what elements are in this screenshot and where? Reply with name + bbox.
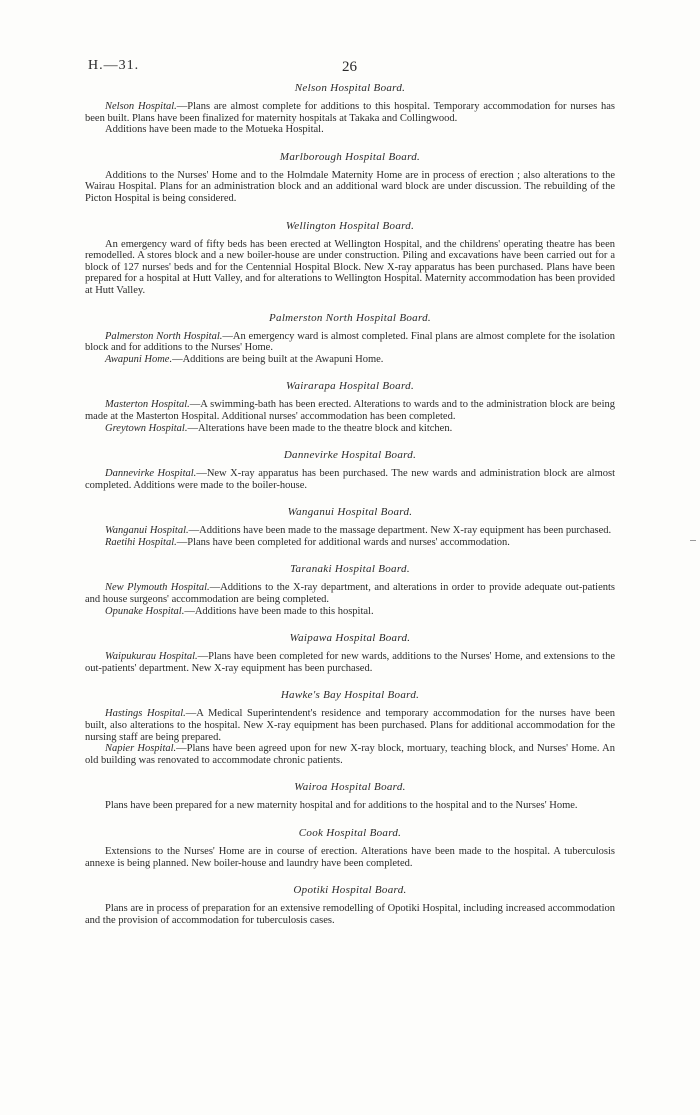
- board-heading: Marlborough Hospital Board.: [279, 150, 421, 163]
- board-section: [85, 632, 615, 674]
- hospital-name: Raetihi Hospital.: [105, 536, 177, 548]
- hospital-name: New Plymouth Hospital.: [105, 582, 210, 594]
- board-section: [85, 151, 615, 205]
- document-reference: H.—31.: [88, 58, 140, 73]
- paragraph: [85, 606, 615, 618]
- board-section: [85, 563, 615, 617]
- paragraph: [85, 525, 615, 537]
- paragraph-text: Extensions to the Nurses' Home are in course of erection. Alterations have been made to the hospital. A tuberculosis annexe is being planned. New boiler-house and laundry have been completed.: [85, 846, 615, 869]
- paragraph: [85, 708, 615, 743]
- paragraph: [85, 651, 615, 674]
- page-number: 26: [342, 59, 357, 75]
- hospital-name: Awapuni Home.: [105, 353, 173, 365]
- paragraph: [85, 846, 615, 869]
- board-section: [85, 449, 615, 491]
- board-heading: Taranaki Hospital Board.: [290, 563, 410, 576]
- board-heading: Hawke's Bay Hospital Board.: [280, 689, 420, 702]
- paragraph-text: —Plans have been agreed upon for new X-ray block, mortuary, teaching block, and Nurses' Home. An old building was renovated to accommodate chronic patients.: [85, 743, 615, 766]
- paragraph-text: —A Medical Superintendent's residence and temporary accommodation for the nurses have been built, also alterations to the hospital. New X-ray equipment has been purchased. Plans for additional accommodation for the nursing staff are being prepared.: [85, 708, 615, 743]
- paragraph-text: —Additions have been made to this hospital.: [184, 605, 374, 617]
- paragraph-text: —New X-ray apparatus has been purchased. The new wards and administration block are almost completed. Additions were made to the boiler-house.: [85, 468, 615, 491]
- board-section: [85, 827, 615, 869]
- paragraph-text: —A swimming-bath has been erected. Alterations to wards and to the administration block are being made at the Masterton Hospital. Additional nurses' accommodation has been completed.: [85, 399, 615, 422]
- board-heading: Palmerston North Hospital Board.: [269, 311, 431, 324]
- paragraph: [85, 399, 615, 422]
- paragraph: [85, 903, 615, 926]
- hospital-name: Dannevirke Hospital.: [105, 468, 197, 480]
- paragraph-text: —Alterations have been made to the theatre block and kitchen.: [187, 422, 453, 434]
- paragraph: [85, 423, 615, 435]
- board-heading: Dannevirke Hospital Board.: [283, 449, 417, 462]
- board-section: [85, 884, 615, 926]
- paragraph-text: —An emergency ward is almost completed. Final plans are almost complete for the isolation block and for additions to the Nurses' Home.: [85, 330, 615, 354]
- hospital-name: Wanganui Hospital.: [105, 525, 189, 537]
- hospital-name: Waipukurau Hospital.: [105, 651, 198, 663]
- paragraph: [85, 800, 615, 812]
- board-section: [85, 506, 615, 548]
- paragraph: [85, 354, 615, 366]
- hospital-name: Nelson Hospital.: [105, 101, 177, 112]
- hospital-name: Greytown Hospital.: [105, 422, 188, 434]
- paragraph-text: —Additions have been made to the massage department. New X-ray equipment has been purchased.: [188, 525, 612, 537]
- hospital-name: Napier Hospital.: [105, 743, 177, 755]
- paragraph-text: Additions to the Nurses' Home and to the Holmdale Maternity Home are in process of erection ; also alterations to the Wairau Hospital. Plans for an administration block and an additional ward block are under discussion. The rebuilding of the Picton Hospital is being considered.: [85, 169, 615, 204]
- paragraph-text: Plans are in process of preparation for an extensive remodelling of Opotiki Hospital, including increased accommodation and the provision of accommodation for tuberculosis cases.: [85, 903, 615, 926]
- paragraph: [85, 582, 615, 605]
- paragraph-text: Additions have been made to the Motueka Hospital.: [105, 124, 324, 136]
- paragraph: [85, 331, 615, 354]
- margin-mark: [690, 540, 696, 541]
- paragraph-text: Plans have been prepared for a new maternity hospital and for additions to the hospital and to the Nurses' Home.: [105, 800, 578, 812]
- board-heading: Cook Hospital Board.: [298, 827, 402, 839]
- board-heading: Wellington Hospital Board.: [285, 219, 415, 232]
- paragraph-text: —Plans have been completed for new wards, additions to the Nurses' Home, and extensions to the out-patients' department. New X-ray equipment has been purchased.: [85, 651, 615, 674]
- paragraph: [85, 101, 615, 124]
- paragraph: [85, 537, 615, 549]
- paragraph: [85, 124, 615, 136]
- paragraph-text: An emergency ward of fifty beds has been erected at Wellington Hospital, and the childrens' operating theatre has been remodelled. A stores block and a new boiler-house are under construction. Piling and excavations have been carried out for a block of 127 nurses' beds and for the Centennial Hospital Block. New X-ray apparatus has been purchased. Plans have been prepared for a hospital at Hutt Valley, and for alterations to Wellington Hospital. Maternity accommodation has been provided at Hutt Valley.: [85, 238, 615, 296]
- board-section: [85, 380, 615, 434]
- hospital-name: Palmerston North Hospital.: [105, 330, 223, 342]
- paragraph-text: —Plans have been completed for additional wards and nurses' accommodation.: [176, 536, 510, 548]
- board-heading: Opotiki Hospital Board.: [293, 884, 407, 897]
- paragraph-text: —Additions are being built at the Awapuni Home.: [172, 353, 384, 365]
- document-body: [85, 82, 615, 941]
- paragraph: [85, 743, 615, 766]
- board-section: [85, 312, 615, 366]
- hospital-name: Masterton Hospital.: [105, 399, 190, 411]
- board-heading: Wairoa Hospital Board.: [294, 781, 406, 794]
- board-heading: Wairarapa Hospital Board.: [285, 380, 414, 393]
- board-section: [85, 82, 615, 136]
- board-heading: Wanganui Hospital Board.: [287, 506, 413, 519]
- board-heading: Waipawa Hospital Board.: [289, 632, 411, 645]
- board-section: [85, 781, 615, 812]
- paragraph: [85, 468, 615, 491]
- paragraph-text: —Additions to the X-ray department, and alterations in order to provide adequate out-patients and house surgeons' accommodation are being completed.: [85, 582, 615, 606]
- hospital-name: Opunake Hospital.: [105, 605, 185, 617]
- paragraph: [85, 170, 615, 205]
- board-heading: Nelson Hospital Board.: [294, 82, 406, 94]
- paragraph-text: —Plans are almost complete for additions to this hospital. Temporary accommodation for nurses has been built. Plans have been finalized for maternity hospitals at Takaka and Collingwood.: [85, 101, 615, 124]
- paragraph: [85, 239, 615, 297]
- board-section: [85, 220, 615, 297]
- hospital-name: Hastings Hospital.: [105, 708, 186, 720]
- board-section: [85, 689, 615, 766]
